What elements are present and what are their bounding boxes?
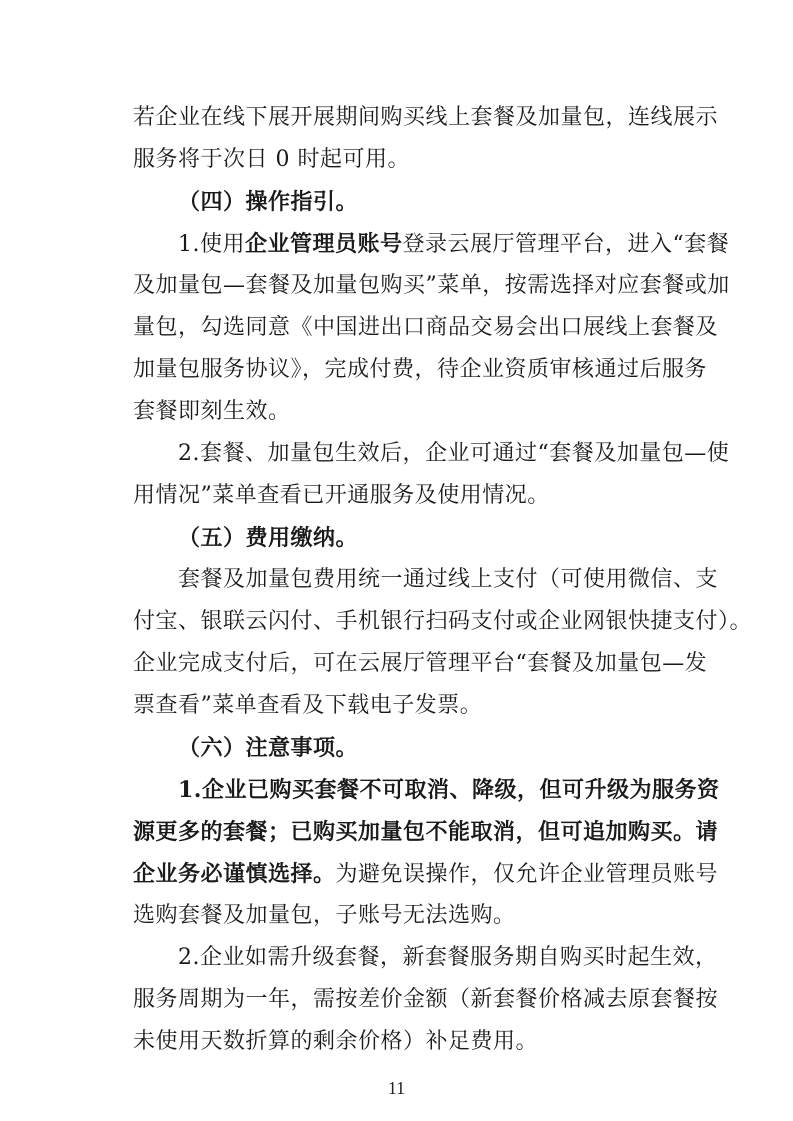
bold-text-segment: 企业管理员账号 [245,231,403,257]
paragraph-line: 若企业在线下展开展期间购买线上套餐及加量包，连线展示 [133,105,719,130]
paragraph-line: 加量包服务协议》，完成付费，待企业资质审核通过后服务 [133,357,708,382]
paragraph-line: 企业完成支付后，可在云展厅管理平台“套餐及加量包—发 [133,651,708,676]
paragraph-line [0,229,793,260]
paragraph-line: 1.企业已购买套餐不可取消、降级，但可升级为服务资 [178,777,720,803]
paragraph-line: 及加量包—套餐及加量包购买”菜单，按需选择对应套餐或加 [133,273,730,298]
paragraph-line: 未使用天数折算的剩余价格）补足费用。 [133,1029,539,1054]
paragraph-line: 2.套餐、加量包生效后，企业可通过“套餐及加量包—使 [178,441,730,466]
page-number: 11 [387,1078,406,1098]
paragraph-line: 量包，勾选同意《中国进出口商品交易会出口展线上套餐及 [133,315,719,340]
paragraph-line: 套餐及加量包费用统一通过线上支付（可使用微信、支 [178,567,719,592]
paragraph-line: 用情况”菜单查看已开通服务及使用情况。 [133,483,550,508]
paragraph-line: 源更多的套餐；已购买加量包不能取消，但可追加购买。请 [133,819,719,845]
paragraph-line: 套餐即刻生效。 [133,399,291,424]
paragraph-line: 票查看”菜单查看及下载电子发票。 [133,693,483,718]
paragraph-line: 2.企业如需升级套餐，新套餐服务期自购买时起生效， [178,945,718,970]
text-segment: 1.使用 [178,232,245,257]
section-heading-5: （五）费用缴纳。 [178,525,359,551]
paragraph-line: 服务周期为一年，需按差价金额（新套餐价格减去原套餐按 [133,987,719,1012]
paragraph-line: 选购套餐及加量包，子账号无法选购。 [133,903,516,928]
bold-text-segment: 企业务必谨慎选择。 [133,861,336,887]
paragraph-line: 付宝、银联云闪付、手机银行扫码支付或企业网银快捷支付）。 [133,609,753,634]
paragraph-line [0,859,793,890]
paragraph-line: 服务将于次日 0 时起可用。 [133,147,410,172]
text-segment: 登录云展厅管理平台，进入“套餐 [402,232,730,257]
text-segment: 为避免误操作，仅允许企业管理员账号 [335,862,719,887]
section-heading-4: （四）操作指引。 [178,189,359,215]
section-heading-6: （六）注意事项。 [178,735,359,761]
